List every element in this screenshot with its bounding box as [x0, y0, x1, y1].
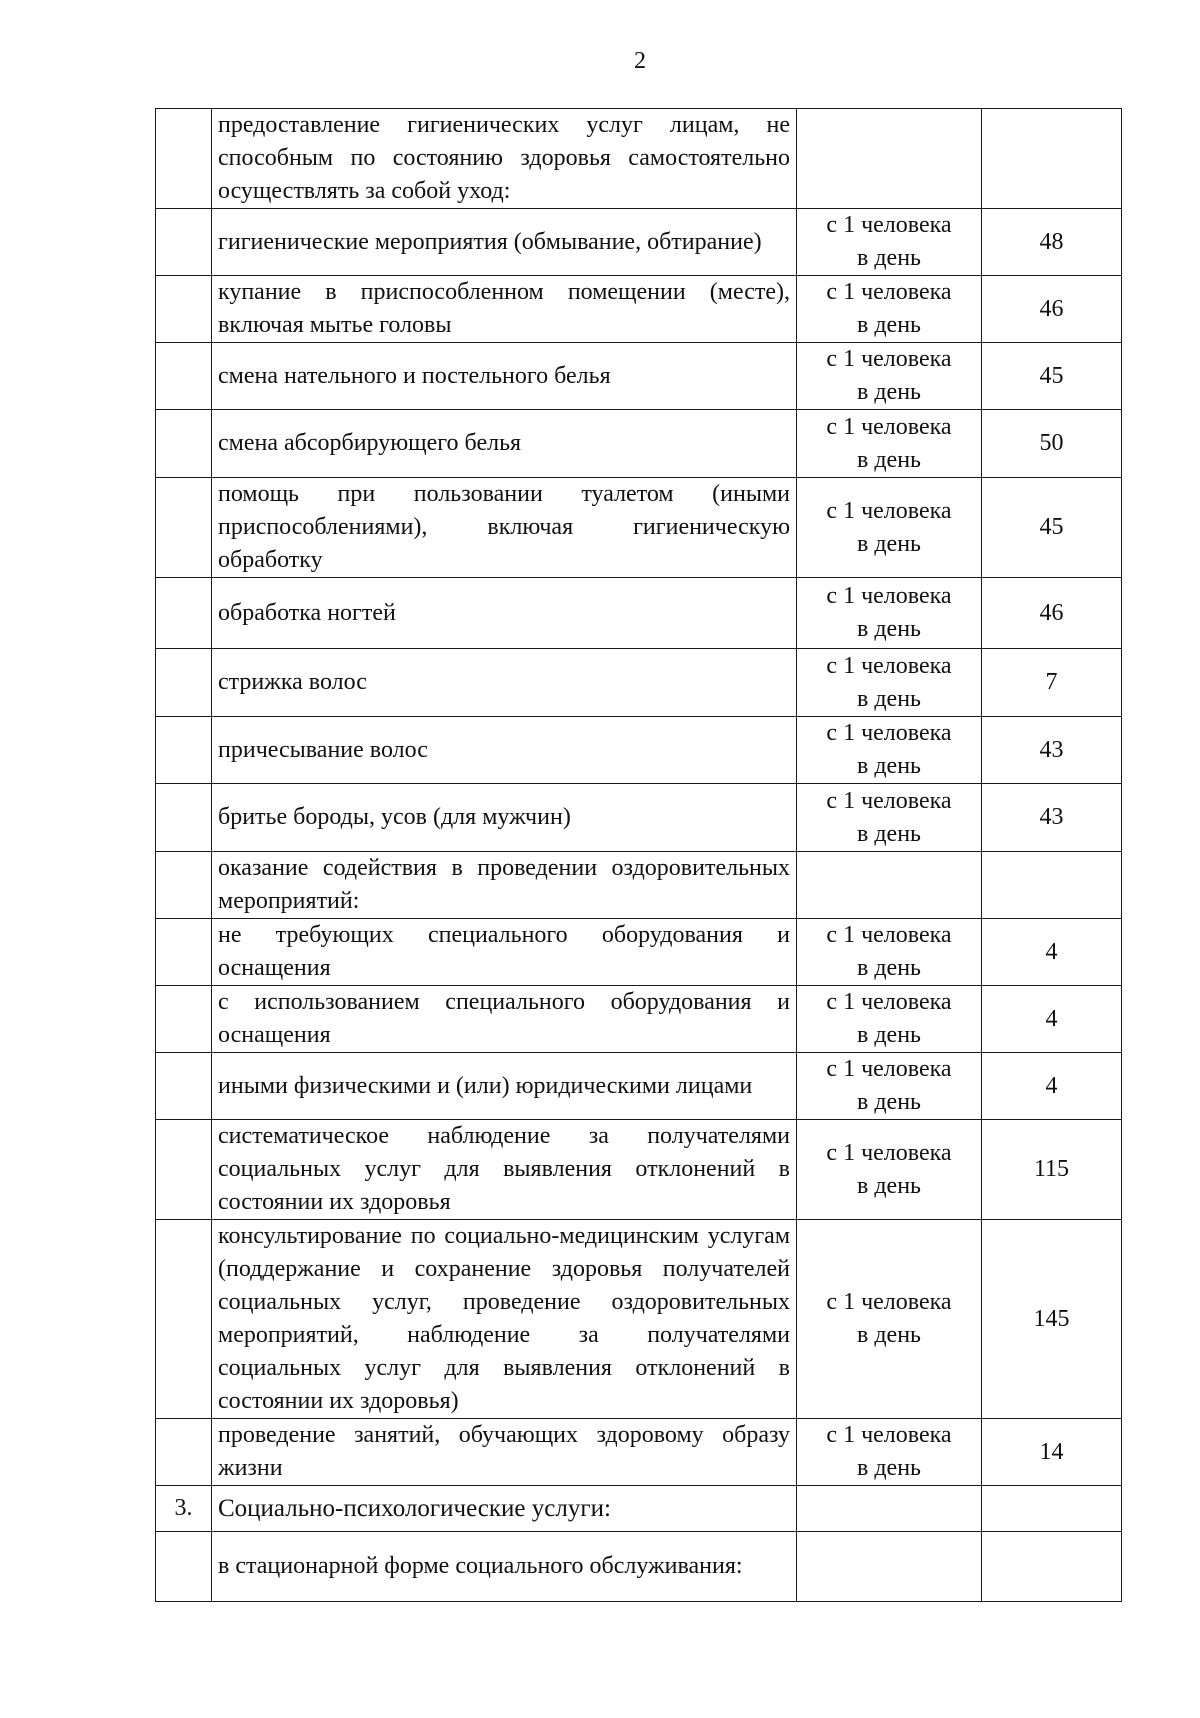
unit-line-2: в день — [857, 1089, 921, 1115]
value-cell: 46 — [982, 276, 1122, 343]
row-number-cell — [156, 1053, 212, 1120]
table-row — [156, 1419, 1122, 1486]
row-number-cell — [156, 649, 212, 717]
row-number-cell — [156, 578, 212, 649]
value-cell: 50 — [982, 410, 1122, 478]
unit-line-2: в день — [857, 446, 921, 473]
unit-cell — [797, 109, 982, 209]
table-row — [156, 578, 1122, 649]
unit-cell — [797, 1532, 982, 1602]
unit-cell — [797, 784, 982, 852]
unit-cell — [797, 209, 982, 276]
value-cell: 4 — [982, 1053, 1122, 1120]
table-row — [156, 343, 1122, 410]
value-cell — [982, 109, 1122, 209]
value-cell: 7 — [982, 649, 1122, 717]
service-description-cell: проведение занятий, обучающих здоровому образу жизни — [212, 1419, 797, 1486]
value-cell: 45 — [982, 478, 1122, 578]
value-cell — [982, 1486, 1122, 1532]
service-description-cell: консультирование по социально-медицинским услугам (поддержание и сохранение здоровья получателей социальных услуг, проведение оздоровительных мероприятий, наблюдение за получателями социальных услуг для выявления отклонений в состоянии их здоровья) — [212, 1220, 797, 1419]
value-cell: 14 — [982, 1419, 1122, 1486]
unit-line-2: в день — [857, 1172, 921, 1199]
table-row — [156, 109, 1122, 209]
unit-line-1: с 1 человека — [826, 720, 952, 746]
value-cell: 46 — [982, 578, 1122, 649]
service-description-cell: предоставление гигиенических услуг лицам, не способным по состоянию здоровья самостоятельно осуществлять за собой уход: — [212, 109, 797, 209]
unit-line-1: с 1 человека — [826, 787, 952, 814]
service-description-cell: не требующих специального оборудования и оснащения — [212, 919, 797, 986]
service-description-cell: смена абсорбирующего белья — [212, 410, 797, 478]
value-cell: 43 — [982, 717, 1122, 784]
row-number-cell — [156, 343, 212, 410]
row-number-cell — [156, 1220, 212, 1419]
services-table — [155, 108, 1122, 1602]
row-number-cell — [156, 986, 212, 1053]
table-row — [156, 1532, 1122, 1602]
value-cell: 48 — [982, 209, 1122, 276]
service-description-cell: помощь при пользовании туалетом (иными приспособлениями), включая гигиеническую обработку — [212, 478, 797, 578]
unit-line-2: в день — [857, 1322, 921, 1348]
unit-cell — [797, 276, 982, 343]
value-cell: 4 — [982, 919, 1122, 986]
unit-cell — [797, 1220, 982, 1419]
table-row — [156, 919, 1122, 986]
unit-cell — [797, 410, 982, 478]
unit-line-1: с 1 человека — [826, 212, 952, 238]
row-number-cell — [156, 919, 212, 986]
row-number-cell — [156, 1419, 212, 1486]
unit-line-2: в день — [857, 955, 921, 981]
unit-cell — [797, 986, 982, 1053]
row-number-cell: 3. — [156, 1486, 212, 1532]
table-row — [156, 717, 1122, 784]
unit-cell — [797, 1486, 982, 1532]
table-row — [156, 478, 1122, 578]
table-row — [156, 1053, 1122, 1120]
unit-cell — [797, 649, 982, 717]
unit-line-2: в день — [857, 379, 921, 405]
value-cell: 4 — [982, 986, 1122, 1053]
value-cell: 43 — [982, 784, 1122, 852]
unit-cell — [797, 1120, 982, 1220]
unit-line-1: с 1 человека — [826, 583, 952, 609]
unit-line-2: в день — [857, 1455, 921, 1481]
row-number-cell — [156, 410, 212, 478]
service-description-cell: бритье бороды, усов (для мужчин) — [212, 784, 797, 852]
table-row — [156, 784, 1122, 852]
table-row — [156, 276, 1122, 343]
unit-line-2: в день — [857, 1022, 921, 1048]
unit-line-2: в день — [857, 685, 921, 712]
unit-cell — [797, 852, 982, 919]
value-cell: 45 — [982, 343, 1122, 410]
unit-cell — [797, 919, 982, 986]
unit-line-1: с 1 человека — [826, 346, 952, 372]
row-number-cell — [156, 478, 212, 578]
table-row — [156, 209, 1122, 276]
service-description-cell: гигиенические мероприятия (обмывание, обтирание) — [212, 209, 797, 276]
unit-line-1: с 1 человека — [826, 1139, 952, 1166]
service-description-cell: иными физическими и (или) юридическими лицами — [212, 1053, 797, 1120]
table-row — [156, 410, 1122, 478]
service-description-cell: стрижка волос — [212, 649, 797, 717]
unit-line-2: в день — [857, 616, 921, 642]
row-number-cell — [156, 1532, 212, 1602]
unit-line-1: с 1 человека — [826, 497, 952, 524]
unit-line-1: с 1 человека — [826, 922, 952, 948]
page-number: 2 — [634, 48, 646, 74]
table-row — [156, 1220, 1122, 1419]
row-number-cell — [156, 784, 212, 852]
unit-line-1: с 1 человека — [826, 652, 952, 679]
table-row — [156, 1486, 1122, 1532]
service-description-cell: с использованием специального оборудования и оснащения — [212, 986, 797, 1053]
service-description-cell: смена нательного и постельного белья — [212, 343, 797, 410]
table-row — [156, 1120, 1122, 1220]
unit-cell — [797, 1053, 982, 1120]
row-number-cell — [156, 109, 212, 209]
service-description-cell: причесывание волос — [212, 717, 797, 784]
section-heading-cell: Социально-психологические услуги: — [212, 1486, 797, 1532]
value-cell — [982, 1532, 1122, 1602]
row-number-cell — [156, 717, 212, 784]
service-description-cell: купание в приспособленном помещении (месте), включая мытье головы — [212, 276, 797, 343]
unit-line-1: с 1 человека — [826, 989, 952, 1015]
unit-line-1: с 1 человека — [826, 279, 952, 305]
row-number-cell — [156, 1120, 212, 1220]
unit-line-2: в день — [857, 753, 921, 779]
unit-line-1: с 1 человека — [826, 1056, 952, 1082]
unit-line-2: в день — [857, 245, 921, 271]
row-number-cell — [156, 276, 212, 343]
row-number-cell — [156, 852, 212, 919]
service-description-cell: обработка ногтей — [212, 578, 797, 649]
value-cell — [982, 852, 1122, 919]
unit-line-2: в день — [857, 820, 921, 847]
unit-line-2: в день — [857, 530, 921, 557]
value-cell: 145 — [982, 1220, 1122, 1419]
service-description-cell: оказание содействия в проведении оздоровительных мероприятий: — [212, 852, 797, 919]
unit-line-1: с 1 человека — [826, 1289, 952, 1315]
unit-cell — [797, 343, 982, 410]
row-number-cell — [156, 209, 212, 276]
table-row — [156, 649, 1122, 717]
value-cell: 115 — [982, 1120, 1122, 1220]
table-row — [156, 986, 1122, 1053]
unit-cell — [797, 478, 982, 578]
unit-line-1: с 1 человека — [826, 1422, 952, 1448]
table-row — [156, 852, 1122, 919]
unit-cell — [797, 717, 982, 784]
service-description-cell: систематическое наблюдение за получателями социальных услуг для выявления отклонений в состоянии их здоровья — [212, 1120, 797, 1220]
unit-line-1: с 1 человека — [826, 413, 952, 440]
unit-cell — [797, 578, 982, 649]
unit-cell — [797, 1419, 982, 1486]
unit-line-2: в день — [857, 312, 921, 338]
service-description-cell: в стационарной форме социального обслуживания: — [212, 1532, 797, 1602]
